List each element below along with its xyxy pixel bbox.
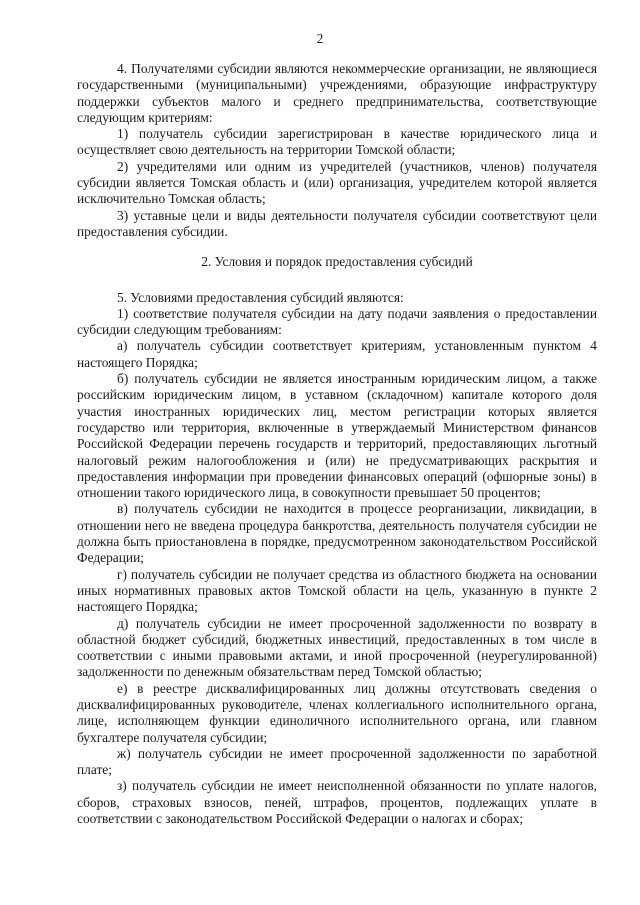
requirement-a: а) получатель субсидии соответствует критериям, установленным пунктом 4 настоящего Порядка; (77, 338, 597, 370)
page-number: 2 (316, 31, 324, 46)
requirement-b: б) получатель субсидии не является иностранным юридическим лицом, а также российским юридическим лицом, в уставном (складочном) капитале которого доля участия иностранных юридических лиц, местом регистрации которых является государство или территория, включенные в утверждаемый Министерством финансов Российской Федерации перечень государств и территорий, предоставляющих льготный налоговый режим налогообложения и (или) не предусматривающих раскрытия и предоставления информации при проведении финансовых операций (офшорные зоны) в отношении такого юридического лица, в совокупности превышает 50 процентов; (77, 371, 597, 501)
section-heading: 2. Условия и порядок предоставления субсидий (201, 254, 473, 270)
requirement-zh: ж) получатель субсидии не имеет просроченной задолженности по заработной плате; (77, 745, 597, 778)
requirement-g: г) получатель субсидии не получает средства из областного бюджета на основании иных нормативных правовых актов Томской области на цель, указанную в пункте 2 настоящего Порядка; (77, 566, 597, 615)
requirement-d: д) получатель субсидии не имеет просроченной задолженности по возврату в областной бюджет субсидий, бюджетных инвестиций, предоставленных в том числе в соответствии с иными правовыми актами, и иной просроченной (неурегулированной) задолженности по денежным обязательствам перед Томской областью; (77, 615, 597, 680)
requirement-e: е) в реестре дисквалифицированных лиц должны отсутствовать сведения о дисквалифицированных руководителе, членах коллегиального исполнительного органа, лице, исполняющем функции единоличного исполнительного органа, или главном бухгалтере получателя субсидии; (77, 680, 597, 745)
condition-1: 1) соответствие получателя субсидии на дату подачи заявления о предоставлении субсидии следующим требованиям: (77, 305, 597, 338)
criterion-3: 3) уставные цели и виды деятельности получателя субсидии соответствуют цели предоставления субсидии. (77, 207, 597, 239)
requirement-z: з) получатель субсидии не имеет неисполненной обязанности по уплате налогов, сборов, страховых взносов, пеней, штрафов, процентов, подлежащих уплате в соответствии с законодательством Российской Федерации о налогах и сборах; (77, 778, 597, 827)
criterion-1: 1) получатель субсидии зарегистрирован в качестве юридического лица и осуществляет свою деятельность на территории Томской области; (77, 126, 597, 158)
paragraph-5-intro: 5. Условиями предоставления субсидий являются: (117, 289, 404, 305)
paragraph-4-intro: 4. Получателями субсидии являются некоммерческие организации, не являющиеся государственными (муниципальными) учреждениями, образующие инфраструктуру поддержки субъектов малого и среднего предпринимательства, соответствующие следующим критериям: (77, 61, 597, 125)
requirement-v: в) получатель субсидии не находится в процессе реорганизации, ликвидации, в отношении него не введена процедура банкротства, деятельность получателя субсидии не должна быть приостановлена в порядке, предусмотренном законодательством Российской Федерации; (77, 501, 597, 566)
document-body (77, 61, 597, 827)
criterion-2: 2) учредителями или одним из учредителей (участников, членов) получателя субсидии является Томская область и (или) организация, учредителем которой является исключительно Томская область; (77, 158, 597, 207)
